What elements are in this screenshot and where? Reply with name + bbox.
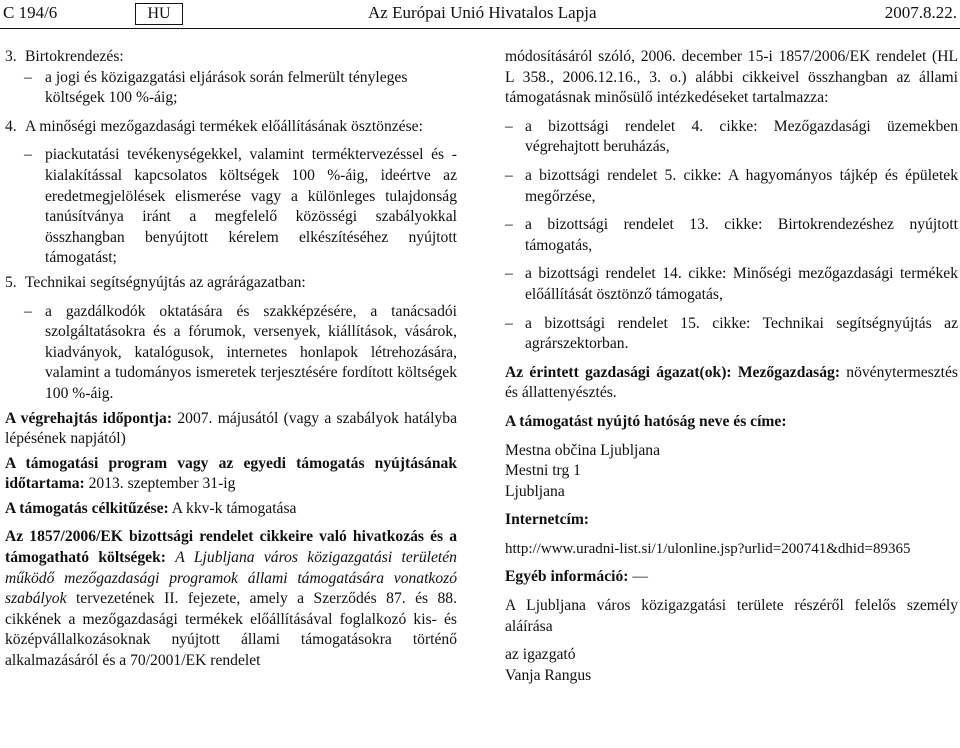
dash-marker: –	[505, 117, 513, 135]
item-3-dash-1-line-1: a jogi és közigazgatási eljárások során felmerült tényleges	[45, 68, 408, 86]
implementation-date-label: A végrehajtás időpontja:	[5, 409, 173, 427]
purpose-label: A támogatás célkitűzése:	[5, 499, 169, 517]
item-4-number: 4.	[5, 117, 17, 135]
publication-date: 2007.8.22.	[884, 3, 957, 22]
dash-marker: –	[24, 68, 32, 86]
left-column	[5, 47, 457, 672]
dash-marker: –	[24, 146, 32, 164]
article-item-text: a bizottsági rendelet 15. cikke: Technikai segítségnyújtás az agrárszektorban.	[525, 314, 958, 353]
economic-sector-label: Az érintett gazdasági ágazat(ok): Mezőgazdaság:	[505, 363, 841, 381]
internet-label: Internetcím:	[505, 511, 589, 529]
item-5-dash-1	[5, 302, 457, 405]
regulation-label: Az 1857/2006/EK bizottsági rendelet cikkeire való hivatkozás és a támogatható költségek:	[5, 528, 457, 567]
article-item	[505, 117, 958, 158]
purpose-value: A kkv-k támogatása	[171, 499, 297, 517]
article-item	[505, 264, 958, 305]
item-3-number: 3.	[5, 48, 17, 65]
other-info-value: —	[632, 568, 648, 586]
economic-sector-value: növénytermesztés és állattenyésztés.	[505, 363, 958, 402]
other-info-label: Egyéb információ:	[505, 568, 629, 586]
item-5-number: 5.	[5, 273, 17, 291]
duration	[5, 454, 457, 495]
authority-street: Mestni trg 1	[505, 462, 581, 480]
article-item-text: a bizottsági rendelet 5. cikke: A hagyományos tájkép és épületek megőrzése,	[525, 166, 958, 205]
regulation-text: tervezetének II. fejezete, amely a Szerződés 87. és 88. cikkének a mezőgazdasági termékek előállításával foglalkozó kis- és középvállalkozásoknak nyújtott állami támogatásokra történő alkalmazásáról és a 70/2001/EK rendelet	[5, 590, 457, 670]
dash-marker: –	[505, 314, 513, 332]
article-item-text: a bizottsági rendelet 4. cikke: Mezőgazdasági üzemekben végrehajtott beruházás,	[525, 117, 958, 156]
dash-marker: –	[505, 216, 513, 234]
item-3-text: Birtokrendezés:	[25, 48, 124, 65]
journal-title: Az Európai Unió Hivatalos Lapja	[368, 3, 597, 22]
right-column	[505, 47, 958, 686]
other-info	[505, 567, 958, 588]
dash-marker: –	[505, 166, 513, 184]
item-5-text: Technikai segítségnyújtás az agrárágazatban:	[25, 273, 306, 291]
regulation-reference	[5, 527, 457, 671]
authority-label: A támogatást nyújtó hatóság neve és címe:	[505, 412, 787, 430]
authority-heading	[505, 412, 958, 433]
signature-text: A Ljubljana város közigazgatási területe részéről felelős személy aláírása	[505, 597, 958, 635]
economic-sector	[505, 363, 958, 404]
language-code-box: HU	[135, 3, 183, 25]
item-5	[5, 273, 457, 294]
article-item-text: a bizottsági rendelet 13. cikke: Birtokrendezéshez nyújtott támogatás,	[525, 216, 958, 254]
duration-value: 2013. szeptember 31-ig	[88, 475, 236, 493]
item-4-text: A minőségi mezőgazdasági termékek előállításának ösztönzése:	[25, 117, 423, 135]
article-item-text: a bizottsági rendelet 14. cikke: Minőségi mezőgazdasági termékek előállítását ösztönző támogatás,	[525, 265, 958, 303]
signer-name: Vanja Rangus	[505, 666, 592, 684]
article-item	[505, 166, 958, 207]
item-3-dash-1-line-2: költségek 100 %-áig;	[45, 89, 178, 107]
page-header	[0, 0, 960, 40]
regulation-italic-title: A Ljubljana város közigazgatási területén működő mezőgazdasági programok állami támogatására vonatkozó szabályok	[5, 549, 457, 608]
item-3-dash-1	[5, 68, 457, 109]
item-4	[5, 117, 457, 138]
article-item	[505, 215, 958, 256]
authority-city: Ljubljana	[505, 482, 565, 500]
dash-marker: –	[505, 265, 513, 283]
article-item	[505, 314, 958, 355]
signer-title: az igazgató	[505, 646, 576, 664]
implementation-date-value: 2007. májusától (vagy a szabályok hatályba lépésének napjától)	[5, 409, 457, 448]
item-5-dash-1-text: a gazdálkodók oktatására és szakképzésére, a tanácsadói szolgáltatásokra és a fórumok, versenyek, kiállítások, vásárok, kiadványok, katalógusok, internetes honlapok létrehozására, valamint a tudományos ismeretek terjesztésére fordított költségek 100 %-áig.	[45, 302, 457, 402]
regulation-continuation: módosításáról szóló, 2006. december 15-i 1857/2006/EK rendelet (HL L 358., 2006.12.16., 3. o.) alábbi cikkeivel összhangban az állami támogatásnak minősülő intézkedéseket tartalmazza:	[505, 48, 958, 107]
authority-name: Mestna občina Ljubljana	[505, 441, 661, 459]
item-4-dash-1	[5, 145, 457, 269]
page-reference: C 194/6	[3, 3, 58, 22]
dash-marker: –	[24, 302, 32, 320]
header-rule	[0, 28, 960, 29]
internet-heading	[505, 510, 958, 531]
item-4-dash-1-text: piackutatási tevékenységekkel, valamint terméktervezéssel és -kialakítással kapcsolatos költségek 100 %-áig, ideértve az eredetmegjelölések elismerése vagy a különleges tulajdonság tanúsítványa iránt a megfelelő közösségi szabályokkal összhangban benyújtott kérelem elkészítéséhez nyújtott támogatást;	[45, 146, 457, 267]
duration-label: A támogatási program vagy az egyedi támogatás nyújtásának időtartama:	[5, 454, 457, 493]
purpose	[5, 499, 457, 520]
item-3	[5, 47, 457, 68]
internet-url[interactable]: http://www.uradni-list.si/1/ulonline.jsp?urlid=200741&dhid=89365	[505, 540, 911, 557]
implementation-date	[5, 409, 457, 450]
